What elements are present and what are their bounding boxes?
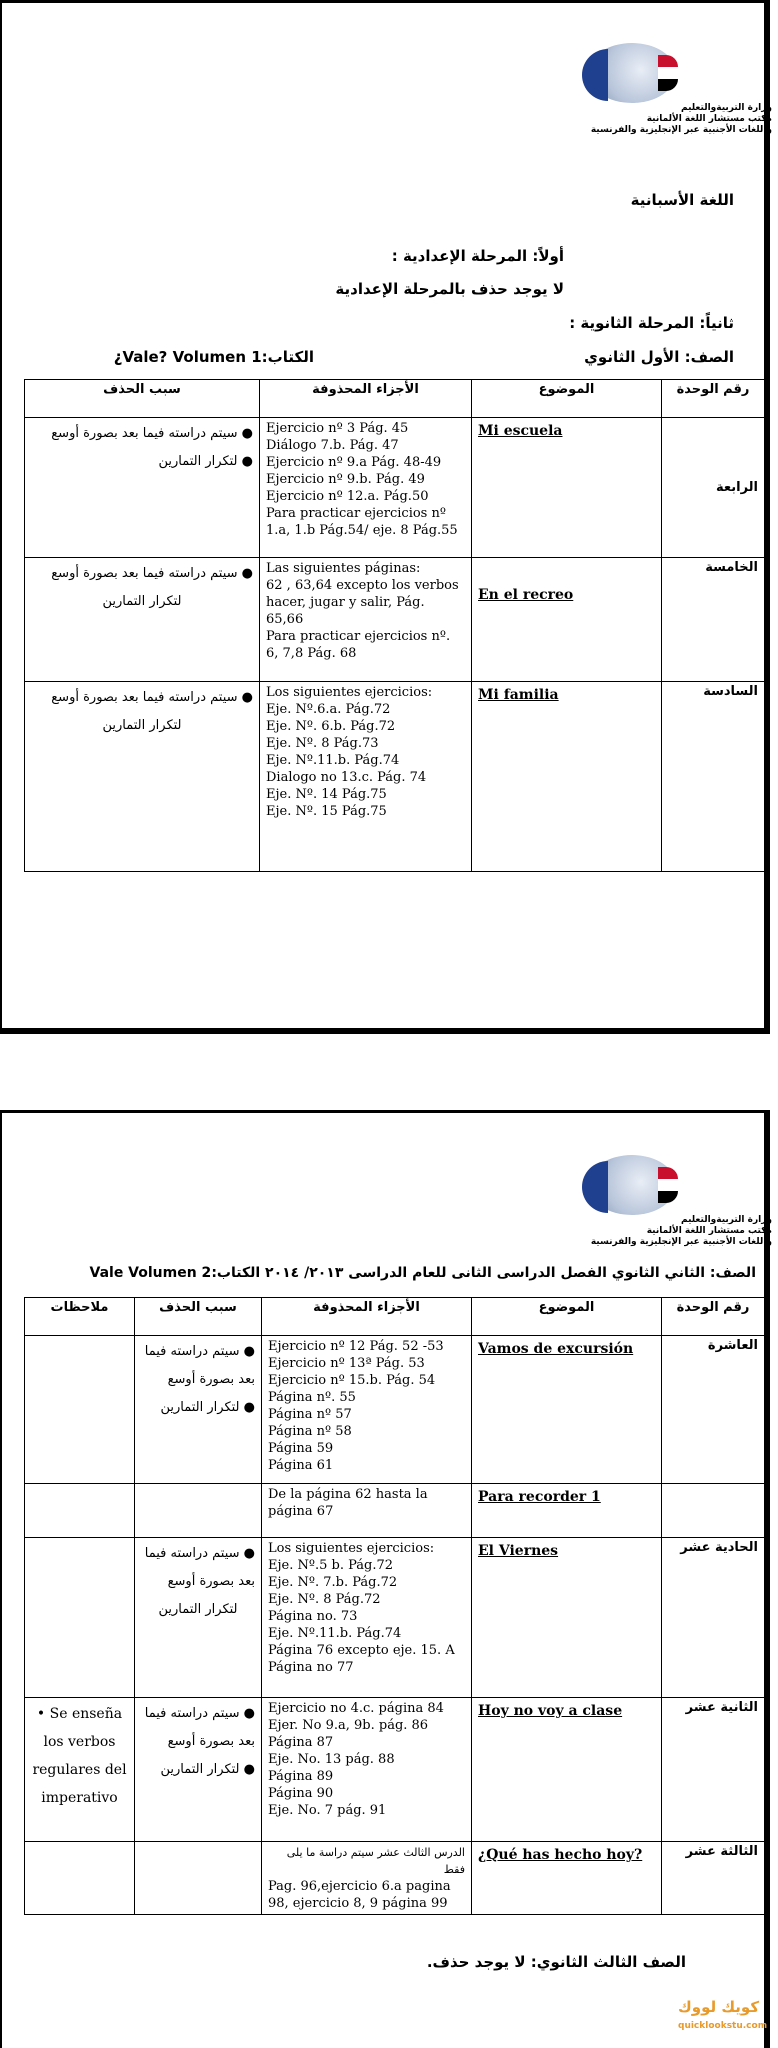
topic-link: ¿Qué has hecho hoy? <box>478 1847 643 1863</box>
header-unit: رقم الوحدة <box>662 1298 765 1336</box>
grade-2-title: الصف: الثاني الثانوي الفصل الدراسى الثانى للعام الدراسى ٢٠١٣/ ٢٠١٤ الكتاب:Vale Volumen 2 <box>89 1265 756 1281</box>
section-preparatory: أولاً: المرحلة الإعدادية : <box>391 247 564 265</box>
topic-link: Mi familia <box>478 687 559 703</box>
deletions-table-grade-2 <box>24 1297 765 1915</box>
section-preparatory-note: لا يوجد حذف بالمرحلة الإعدادية <box>335 280 564 298</box>
ministry-logo <box>582 43 772 138</box>
logo-line-3: واللغات الأجنبية عبر الإنجليزية والفرنسية <box>590 125 772 135</box>
header-parts: الأجزاء المحذوفة <box>262 1298 472 1336</box>
topic-link: Mi escuela <box>478 423 563 439</box>
notes-cell: • Se enseña los verbos regulares del imperativo <box>25 1698 135 1842</box>
grade-label: الصف: الأول الثانوي <box>584 348 734 366</box>
subject-title: اللغة الأسبانية <box>630 191 734 209</box>
table-row: De la página 62 hasta la página 67 Para recorder 1 <box>25 1484 765 1538</box>
watermark-url: quicklookstu.com <box>678 2021 768 2031</box>
table-row: ● سيتم دراسته فيما بعد بصورة أوسع ● لتكرار التمارين Ejercicio nº 12 Pág. 52 -53 Ejercicio nº 13ª Pág. 53 Ejercicio nº 15.b. Pág. 54 Página nº. 55 Página nº 57 Página nº 58 Página 59 Página 61 Vamos de excursión العاشرة <box>25 1336 765 1484</box>
grade-3-note: الصف الثالث الثانوي: لا يوجد حذف. <box>426 1953 686 1971</box>
table-row: الدرس الثالث عشر سيتم دراسة ما يلى فقط Pag. 96,ejercicio 6.a pagina 98, ejercicio 8, 9 página 99 ¿Qué has hecho hoy? الثالثة عشر <box>25 1842 765 1915</box>
ministry-logo: وزارة التربيةوالتعليم مكتب مستشار اللغة الألمانية واللغات الأجنبية عبر الإنجليزية والفرنسية <box>582 1155 772 1250</box>
header-topic: الموضوع <box>472 380 662 418</box>
topic-link: En el recreo <box>478 587 574 603</box>
page-1 <box>0 0 770 1034</box>
header-reason: سبب الحذف <box>25 380 260 418</box>
egypt-flag-icon <box>658 55 678 91</box>
book-label: الكتاب:1 Vale? Volumen¿ <box>113 348 314 366</box>
topic-link: El Viernes <box>478 1543 559 1559</box>
topic-link: Hoy no voy a clase <box>478 1703 623 1719</box>
topic-link: Para recorder 1 <box>478 1489 601 1505</box>
header-topic: الموضوع <box>472 1298 662 1336</box>
egypt-flag-icon <box>658 1167 678 1203</box>
header-unit: رقم الوحدة <box>662 380 765 418</box>
logo-line-1: وزارة التربيةوالتعليم <box>681 103 772 113</box>
header-reason: سبب الحذف <box>135 1298 262 1336</box>
table-row: ● سيتم دراسته فيما بعد بصورة أوسع لتكرار التمارين Los siguientes ejercicios: Eje. Nº.5 b. Pág.72 Eje. Nº. 7.b. Pág.72 Eje. Nº. 8 Pág.72 Página no. 73 Eje. Nº.11.b. Pág.74 Página 76 excepto eje. 15. A Página no 77 El Viernes الحادية عشر <box>25 1538 765 1698</box>
header-notes: ملاحظات <box>25 1298 135 1336</box>
logo-line-2: مكتب مستشار اللغة الألمانية <box>646 114 772 124</box>
topic-link: Vamos de excursión <box>478 1341 634 1357</box>
header-parts: الأجزاء المحذوفة <box>260 380 472 418</box>
table-row: ● سيتم دراسته فيما بعد بصورة أوسع ● لتكرار التمارين Ejercicio nº 3 Pág. 45 Diálogo 7.b. Pág. 47 Ejercicio nº 9.a Pág. 48-49 Ejercicio nº 9.b. Pág. 49 Ejercicio nº 12.a. Pág.50 Para practicar ejercicios nº 1.a, 1.b Pág.54/ eje. 8 Pág.55 Mi escuela الرابعة <box>25 418 765 558</box>
section-secondary: ثانياً: المرحلة الثانوية : <box>569 314 734 332</box>
table-row: ● سيتم دراسته فيما بعد بصورة أوسع لتكرار التمارين Las siguientes páginas: 62 , 63,64 excepto los verbos hacer, jugar y salir, Pág. 65,66 Para practicar ejercicios nº. 6, 7,8 Pág. 68 En el recreo الخامسة <box>25 558 765 682</box>
page-2 <box>0 1110 770 2048</box>
table-row: ● سيتم دراسته فيما بعد بصورة أوسع لتكرار التمارين Los siguientes ejercicios: Eje. Nº.6.a. Pág.72 Eje. Nº. 6.b. Pág.72 Eje. Nº. 8 Pág.73 Eje. Nº.11.b. Pág.74 Dialogo no 13.c. Pág. 74 Eje. Nº. 14 Pág.75 Eje. Nº. 15 Pág.75 Mi familia السادسة <box>25 682 765 872</box>
deletions-table-grade-1 <box>24 379 765 872</box>
watermark-logo: كويك لووك <box>678 1998 760 2016</box>
table-row: • Se enseña los verbos regulares del imperativo ● سيتم دراسته فيما بعد بصورة أوسع ● لتكرار التمارين Ejercicio no 4.c. página 84 Ejer. No 9.a, 9b. pág. 86 Página 87 Eje. No. 13 pág. 88 Página 89 Página 90 Eje. No. 7 pág. 91 Hoy no voy a clase الثانية عشر <box>25 1698 765 1842</box>
